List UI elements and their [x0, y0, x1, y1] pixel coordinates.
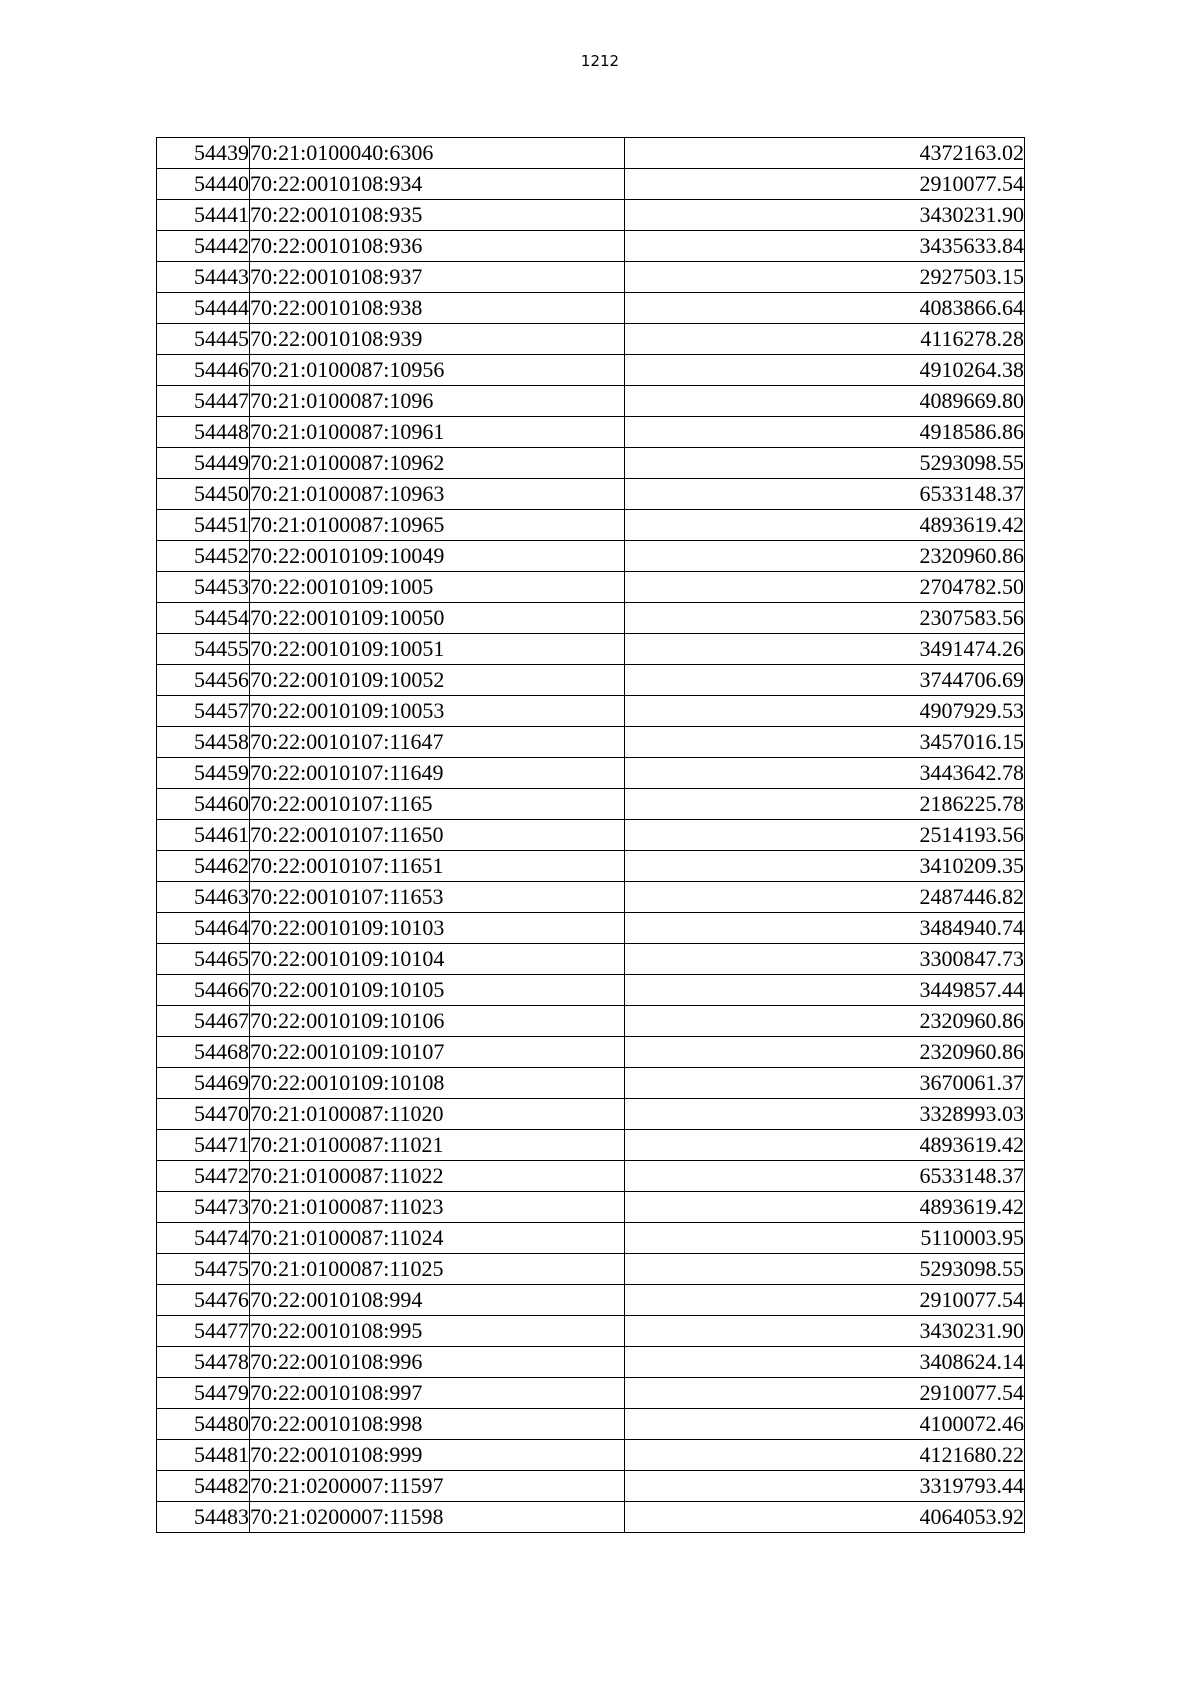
table-row [157, 696, 1025, 727]
value-cell: 3410209.35 [625, 851, 1025, 882]
row-number-cell: 54447 [157, 386, 250, 417]
cadastral-number-cell: 70:22:0010108:939 [250, 324, 625, 355]
value-cell: 5293098.55 [625, 448, 1025, 479]
value-cell: 4100072.46 [625, 1409, 1025, 1440]
row-number-cell: 54463 [157, 882, 250, 913]
table-row [157, 448, 1025, 479]
cadastral-number-cell: 70:22:0010108:997 [250, 1378, 625, 1409]
row-number-cell: 54473 [157, 1192, 250, 1223]
table-row [157, 1502, 1025, 1533]
table-row [157, 913, 1025, 944]
row-number-cell: 54453 [157, 572, 250, 603]
cadastral-number-cell: 70:22:0010108:999 [250, 1440, 625, 1471]
cadastral-number-cell: 70:21:0100087:10961 [250, 417, 625, 448]
value-cell: 3435633.84 [625, 231, 1025, 262]
value-cell: 3319793.44 [625, 1471, 1025, 1502]
row-number-cell: 54482 [157, 1471, 250, 1502]
value-cell: 3484940.74 [625, 913, 1025, 944]
cadastral-number-cell: 70:22:0010107:1165 [250, 789, 625, 820]
cadastral-number-cell: 70:21:0100087:11023 [250, 1192, 625, 1223]
cadastral-number-cell: 70:22:0010109:1005 [250, 572, 625, 603]
value-cell: 2910077.54 [625, 1378, 1025, 1409]
row-number-cell: 54472 [157, 1161, 250, 1192]
cadastral-number-cell: 70:22:0010109:10103 [250, 913, 625, 944]
cadastral-number-cell: 70:22:0010108:996 [250, 1347, 625, 1378]
value-cell: 4893619.42 [625, 1192, 1025, 1223]
table-row [157, 665, 1025, 696]
table-row [157, 1130, 1025, 1161]
table-row [157, 200, 1025, 231]
table-row [157, 169, 1025, 200]
table-row [157, 851, 1025, 882]
table-row [157, 572, 1025, 603]
table-row [157, 1254, 1025, 1285]
table-row [157, 324, 1025, 355]
table-row [157, 1037, 1025, 1068]
table-row [157, 231, 1025, 262]
value-cell: 4116278.28 [625, 324, 1025, 355]
cadastral-number-cell: 70:21:0100087:10956 [250, 355, 625, 386]
cadastral-number-cell: 70:21:0100087:11025 [250, 1254, 625, 1285]
value-cell: 3408624.14 [625, 1347, 1025, 1378]
table-row [157, 1192, 1025, 1223]
cadastral-number-cell: 70:21:0100087:11024 [250, 1223, 625, 1254]
row-number-cell: 54475 [157, 1254, 250, 1285]
row-number-cell: 54455 [157, 634, 250, 665]
row-number-cell: 54444 [157, 293, 250, 324]
cadastral-number-cell: 70:21:0200007:11598 [250, 1502, 625, 1533]
row-number-cell: 54483 [157, 1502, 250, 1533]
cadastral-number-cell: 70:22:0010108:934 [250, 169, 625, 200]
value-cell: 2186225.78 [625, 789, 1025, 820]
value-cell: 4083866.64 [625, 293, 1025, 324]
value-cell: 3744706.69 [625, 665, 1025, 696]
value-cell: 6533148.37 [625, 1161, 1025, 1192]
row-number-cell: 54442 [157, 231, 250, 262]
table-row [157, 479, 1025, 510]
table-row [157, 1409, 1025, 1440]
value-cell: 4121680.22 [625, 1440, 1025, 1471]
table-row [157, 138, 1025, 169]
row-number-cell: 54452 [157, 541, 250, 572]
value-cell: 4089669.80 [625, 386, 1025, 417]
table-row [157, 727, 1025, 758]
value-cell: 2910077.54 [625, 1285, 1025, 1316]
cadastral-number-cell: 70:22:0010109:10107 [250, 1037, 625, 1068]
row-number-cell: 54450 [157, 479, 250, 510]
row-number-cell: 54451 [157, 510, 250, 541]
value-cell: 4372163.02 [625, 138, 1025, 169]
value-cell: 4893619.42 [625, 1130, 1025, 1161]
table-row [157, 820, 1025, 851]
value-cell: 3443642.78 [625, 758, 1025, 789]
cadastral-number-cell: 70:21:0100087:11022 [250, 1161, 625, 1192]
table-row [157, 262, 1025, 293]
cadastral-number-cell: 70:22:0010109:10051 [250, 634, 625, 665]
value-cell: 3328993.03 [625, 1099, 1025, 1130]
table-row [157, 758, 1025, 789]
table-row [157, 355, 1025, 386]
row-number-cell: 54449 [157, 448, 250, 479]
cadastral-number-cell: 70:22:0010107:11650 [250, 820, 625, 851]
value-cell: 5293098.55 [625, 1254, 1025, 1285]
table-row [157, 1285, 1025, 1316]
cadastral-number-cell: 70:22:0010107:11647 [250, 727, 625, 758]
value-cell: 3670061.37 [625, 1068, 1025, 1099]
row-number-cell: 54480 [157, 1409, 250, 1440]
row-number-cell: 54443 [157, 262, 250, 293]
cadastral-number-cell: 70:21:0100087:10963 [250, 479, 625, 510]
cadastral-number-cell: 70:22:0010108:936 [250, 231, 625, 262]
row-number-cell: 54469 [157, 1068, 250, 1099]
cadastral-number-cell: 70:21:0100087:11020 [250, 1099, 625, 1130]
row-number-cell: 54456 [157, 665, 250, 696]
table-row [157, 1316, 1025, 1347]
row-number-cell: 54457 [157, 696, 250, 727]
value-cell: 2487446.82 [625, 882, 1025, 913]
value-cell: 4893619.42 [625, 510, 1025, 541]
value-cell: 2320960.86 [625, 1037, 1025, 1068]
row-number-cell: 54439 [157, 138, 250, 169]
value-cell: 3430231.90 [625, 1316, 1025, 1347]
row-number-cell: 54448 [157, 417, 250, 448]
row-number-cell: 54471 [157, 1130, 250, 1161]
row-number-cell: 54467 [157, 1006, 250, 1037]
row-number-cell: 54454 [157, 603, 250, 634]
table-row [157, 1223, 1025, 1254]
cadastral-number-cell: 70:21:0100087:10965 [250, 510, 625, 541]
value-cell: 4910264.38 [625, 355, 1025, 386]
value-cell: 2704782.50 [625, 572, 1025, 603]
value-cell: 6533148.37 [625, 479, 1025, 510]
registry-table [156, 137, 1025, 1533]
cadastral-number-cell: 70:22:0010109:10106 [250, 1006, 625, 1037]
row-number-cell: 54481 [157, 1440, 250, 1471]
table-row [157, 603, 1025, 634]
table-row [157, 1006, 1025, 1037]
row-number-cell: 54464 [157, 913, 250, 944]
cadastral-number-cell: 70:22:0010109:10105 [250, 975, 625, 1006]
table-row [157, 944, 1025, 975]
row-number-cell: 54446 [157, 355, 250, 386]
row-number-cell: 54460 [157, 789, 250, 820]
value-cell: 2927503.15 [625, 262, 1025, 293]
table-row [157, 882, 1025, 913]
row-number-cell: 54459 [157, 758, 250, 789]
value-cell: 3300847.73 [625, 944, 1025, 975]
table-row [157, 1161, 1025, 1192]
cadastral-number-cell: 70:22:0010109:10050 [250, 603, 625, 634]
row-number-cell: 54465 [157, 944, 250, 975]
value-cell: 3491474.26 [625, 634, 1025, 665]
row-number-cell: 54445 [157, 324, 250, 355]
cadastral-number-cell: 70:22:0010109:10052 [250, 665, 625, 696]
page-number: 1212 [580, 52, 620, 70]
cadastral-number-cell: 70:22:0010109:10104 [250, 944, 625, 975]
table-row [157, 1099, 1025, 1130]
cadastral-number-cell: 70:21:0200007:11597 [250, 1471, 625, 1502]
row-number-cell: 54476 [157, 1285, 250, 1316]
cadastral-number-cell: 70:21:0100087:11021 [250, 1130, 625, 1161]
table-row [157, 789, 1025, 820]
value-cell: 5110003.95 [625, 1223, 1025, 1254]
cadastral-number-cell: 70:22:0010109:10053 [250, 696, 625, 727]
value-cell: 2320960.86 [625, 541, 1025, 572]
row-number-cell: 54470 [157, 1099, 250, 1130]
cadastral-number-cell: 70:22:0010107:11651 [250, 851, 625, 882]
registry-table-body [157, 138, 1025, 1533]
cadastral-number-cell: 70:22:0010108:938 [250, 293, 625, 324]
table-row [157, 634, 1025, 665]
cadastral-number-cell: 70:22:0010108:935 [250, 200, 625, 231]
cadastral-number-cell: 70:22:0010108:937 [250, 262, 625, 293]
table-row [157, 1471, 1025, 1502]
table-row [157, 293, 1025, 324]
value-cell: 2910077.54 [625, 169, 1025, 200]
row-number-cell: 54441 [157, 200, 250, 231]
value-cell: 4064053.92 [625, 1502, 1025, 1533]
cadastral-number-cell: 70:21:0100087:10962 [250, 448, 625, 479]
cadastral-number-cell: 70:21:0100040:6306 [250, 138, 625, 169]
table-row [157, 1440, 1025, 1471]
value-cell: 3430231.90 [625, 200, 1025, 231]
table-row [157, 1068, 1025, 1099]
table-row [157, 510, 1025, 541]
cadastral-number-cell: 70:22:0010107:11653 [250, 882, 625, 913]
table-row [157, 1378, 1025, 1409]
row-number-cell: 54474 [157, 1223, 250, 1254]
row-number-cell: 54468 [157, 1037, 250, 1068]
cadastral-number-cell: 70:22:0010107:11649 [250, 758, 625, 789]
value-cell: 3457016.15 [625, 727, 1025, 758]
row-number-cell: 54479 [157, 1378, 250, 1409]
value-cell: 4907929.53 [625, 696, 1025, 727]
table-row [157, 386, 1025, 417]
cadastral-number-cell: 70:22:0010108:995 [250, 1316, 625, 1347]
row-number-cell: 54440 [157, 169, 250, 200]
cadastral-number-cell: 70:22:0010109:10108 [250, 1068, 625, 1099]
value-cell: 2307583.56 [625, 603, 1025, 634]
table-row [157, 1347, 1025, 1378]
table-row [157, 541, 1025, 572]
cadastral-number-cell: 70:21:0100087:1096 [250, 386, 625, 417]
cadastral-number-cell: 70:22:0010108:998 [250, 1409, 625, 1440]
row-number-cell: 54477 [157, 1316, 250, 1347]
row-number-cell: 54478 [157, 1347, 250, 1378]
table-row [157, 417, 1025, 448]
value-cell: 3449857.44 [625, 975, 1025, 1006]
table-row [157, 975, 1025, 1006]
row-number-cell: 54462 [157, 851, 250, 882]
row-number-cell: 54458 [157, 727, 250, 758]
row-number-cell: 54466 [157, 975, 250, 1006]
value-cell: 2514193.56 [625, 820, 1025, 851]
row-number-cell: 54461 [157, 820, 250, 851]
value-cell: 4918586.86 [625, 417, 1025, 448]
cadastral-number-cell: 70:22:0010108:994 [250, 1285, 625, 1316]
cadastral-number-cell: 70:22:0010109:10049 [250, 541, 625, 572]
value-cell: 2320960.86 [625, 1006, 1025, 1037]
